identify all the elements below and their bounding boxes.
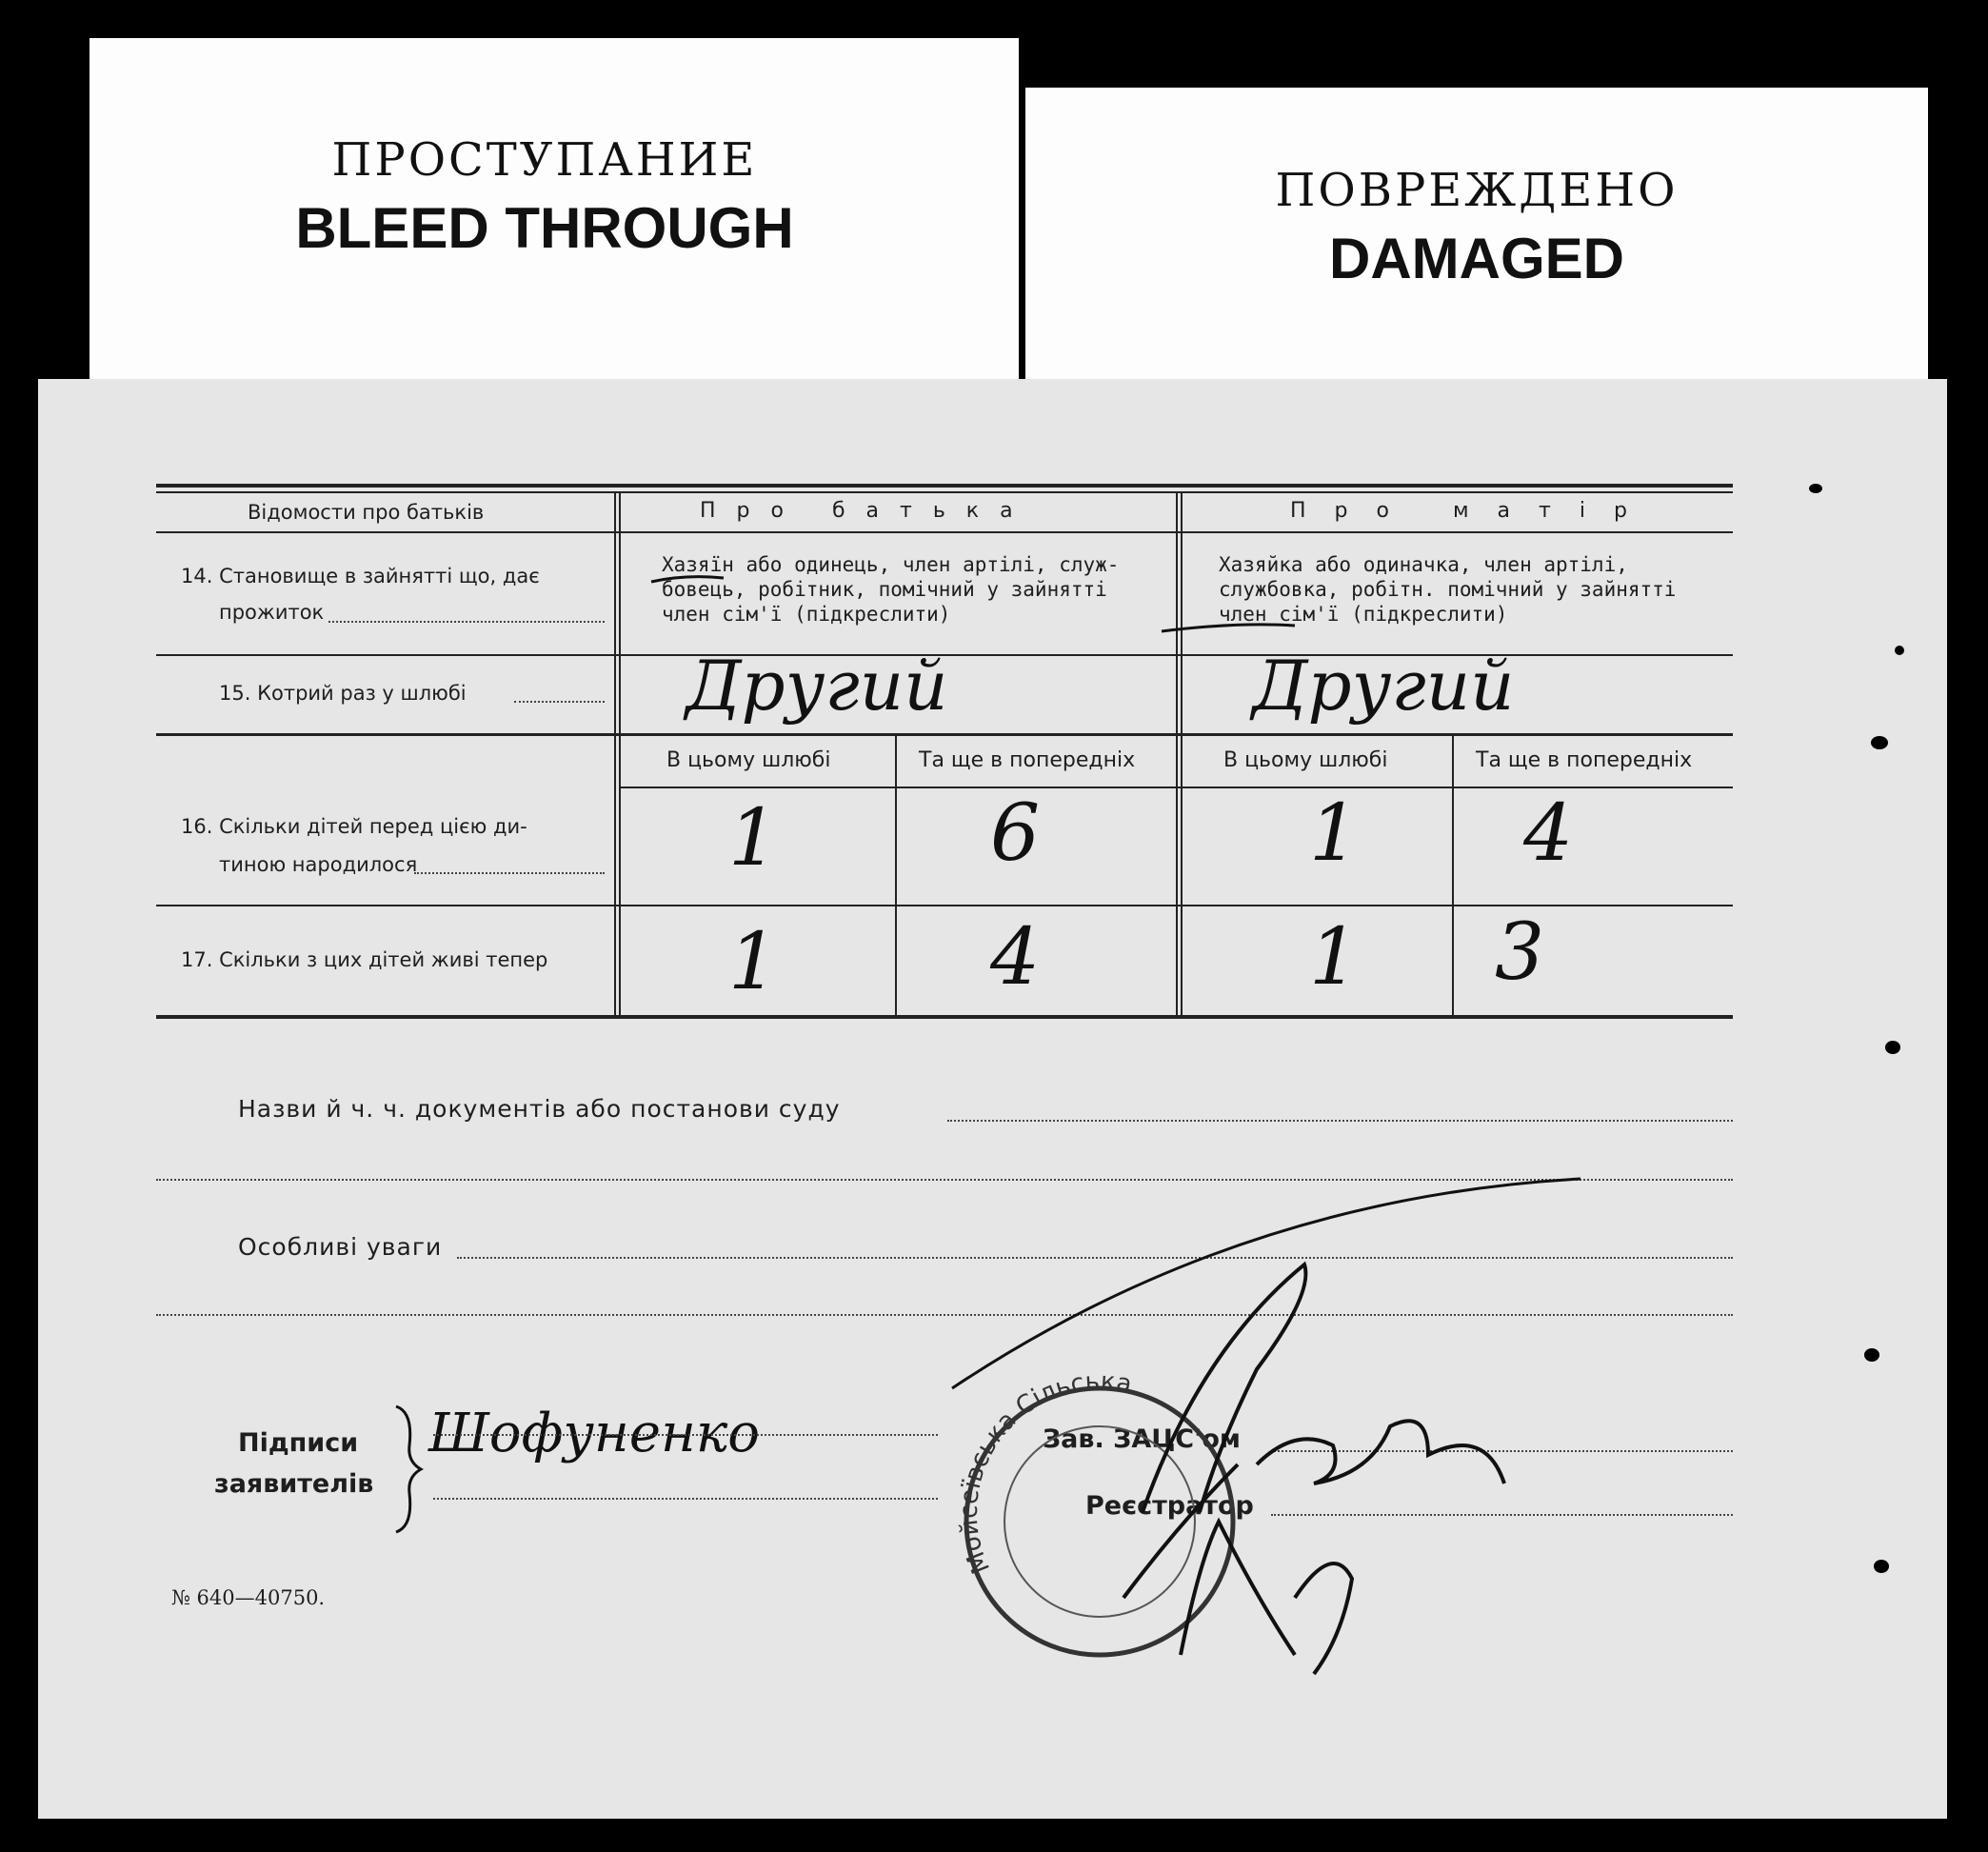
damage-mark [1871,736,1888,749]
row14-underline-marks [647,565,1790,641]
applicant-signature: Шофуненко [428,1403,761,1464]
official-signatures [895,1065,1752,1750]
table-top-rule-2 [156,491,1733,493]
damage-mark [1864,1348,1879,1362]
damage-mark [1874,1560,1889,1573]
row17-mother-prev: 3 [1495,907,1545,998]
row14-label-2: прожиток [219,601,325,624]
head-label: Зав. ЗАЦС'ом [1043,1424,1241,1454]
row17-mother-this: 1 [1309,912,1360,1003]
row14-mother-options: Хазяйка або одиначка, член артілі, службовка, робітн. помічний у зайнятті член сім'ї (підкреслити) [1219,553,1677,626]
damage-mark [1885,1041,1900,1054]
col-divider-father [895,735,897,1017]
row16-mother-this: 1 [1309,788,1360,879]
row17-father-this: 1 [728,917,779,1007]
bleed-through-ru: ПРОСТУПАНИЕ [331,133,758,187]
header-mother: Про матір [1290,499,1656,523]
subheader-mother-prev: Та ще в попередніх [1476,748,1693,772]
row17-label: 17. Скільки з цих дітей живі тепер [181,948,548,971]
row16-father-this: 1 [728,793,779,884]
row16-bottom-rule [156,905,1733,906]
signatures-label-1: Підписи [238,1428,359,1458]
damaged-ru: ПОВРЕЖДЕНО [1275,164,1679,217]
header-bottom-rule [156,531,1733,533]
row15-label-dots [514,701,605,703]
row16-label-2: тиною народилося [219,853,418,876]
row17-father-prev: 4 [990,912,1041,1003]
row16-father-prev: 6 [990,788,1041,879]
document-sheet [38,379,1947,1819]
stamp-text: Мойсеївська Сільська [954,1369,1135,1578]
signature-line-1 [433,1434,938,1436]
registrar-label: Реєстратор [1085,1491,1254,1521]
header-parents: Відомости про батьків [248,501,485,524]
subheader-father-prev: Та ще в попередніх [919,748,1136,772]
subheader-father-this: В цьому шлюбі [666,748,831,772]
table-top-rule [156,484,1733,488]
documents-label: Назви й ч. ч. документів або постанови суду [238,1095,841,1123]
subheader-mother-this: В цьому шлюбі [1223,748,1388,772]
damaged-card [1025,88,1928,402]
row14-label-1: 14. Становище в зайнятті що, дає [181,565,540,587]
signature-line-2 [433,1498,938,1500]
signatures-label-2: заявителів [214,1469,374,1499]
row14-label-dots [328,621,605,623]
row16-mother-prev: 4 [1523,788,1574,879]
damaged-en: DAMAGED [1329,227,1624,290]
row15-mother-value: Другий [1252,646,1515,726]
row16-label-1: 16. Скільки дітей перед цією ди- [181,815,527,838]
damage-mark [1895,646,1904,655]
header-father: Про батька [700,499,1034,523]
col-divider-1b [619,491,621,1017]
notes-label: Особливі уваги [238,1233,443,1261]
row14-father-options: Хазяїн або одинець, член артілі, служ- бовець, робітник, помічний у зайнятті член сім'ї (підкреслити) [662,553,1120,626]
form-number: № 640—40750. [171,1586,326,1609]
table-bottom-rule [156,1015,1733,1019]
bleed-through-card [89,38,1019,390]
col-divider-mother [1452,735,1454,1017]
row15-bottom-rule [156,733,1733,736]
row15-label: 15. Котрий раз у шлюбі [219,682,467,705]
bleed-through-en: BLEED THROUGH [295,196,794,260]
col-divider-1a [614,491,616,1017]
signatures-brace [390,1403,428,1536]
row15-father-value: Другий [686,646,948,726]
damage-mark [1809,484,1822,493]
row16-label-dots [414,872,605,874]
